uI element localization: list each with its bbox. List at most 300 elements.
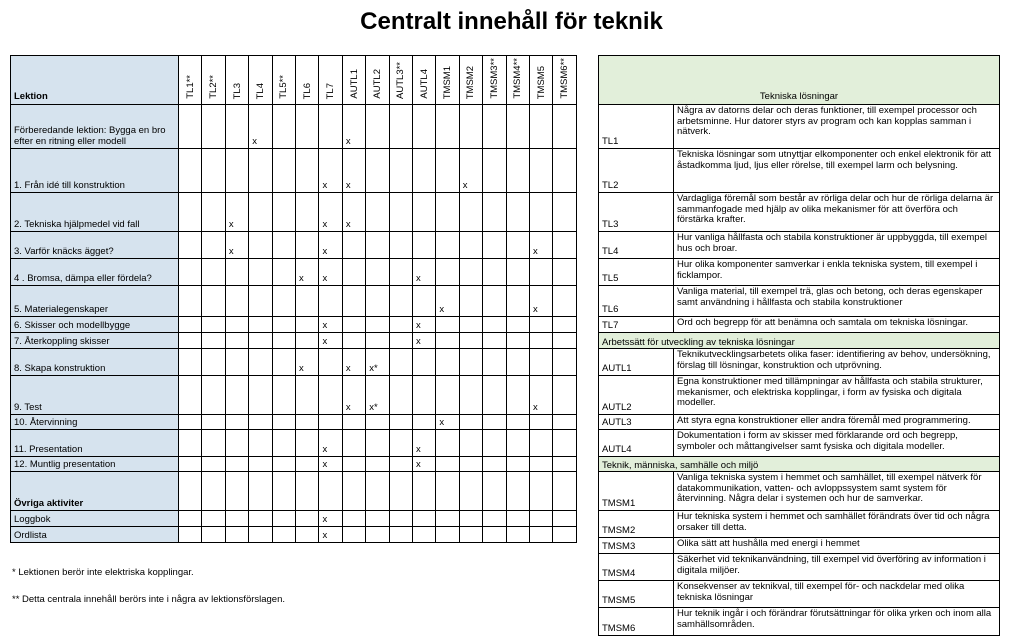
mark-cell: [436, 317, 459, 333]
lesson-label: 1. Från idé till konstruktion: [11, 149, 179, 193]
mark-cell: [342, 527, 365, 543]
legend-description: Några av datorns delar och deras funktioner, till exempel processor och arbetsminne. Hur datorer styrs av program och kan kopplas samman i nätverk.: [674, 105, 1000, 149]
mark-cell: x: [225, 193, 248, 232]
mark-cell: [483, 259, 506, 286]
legend-description: Ord och begrepp för att benämna och samtala om tekniska lösningar.: [674, 317, 1000, 333]
mark-cell: [389, 511, 412, 527]
mark-cell: [366, 472, 389, 511]
lesson-label: 8. Skapa konstruktion: [11, 349, 179, 376]
mark-cell: [436, 376, 459, 415]
mark-cell: [366, 415, 389, 430]
mark-cell: x: [436, 286, 459, 317]
mark-cell: [553, 286, 577, 317]
mark-cell: x: [319, 232, 342, 259]
mark-cell: [553, 149, 577, 193]
lesson-row: [11, 527, 577, 543]
mark-cell: [319, 376, 342, 415]
mark-cell: [249, 349, 272, 376]
mark-cell: [436, 193, 459, 232]
mark-cell: x: [342, 376, 365, 415]
mark-cell: [296, 472, 319, 511]
mark-cell: [366, 317, 389, 333]
mark-cell: [249, 317, 272, 333]
mark-cell: [202, 349, 225, 376]
lesson-row: [11, 232, 577, 259]
lesson-label: Övriga aktiviter: [11, 472, 179, 511]
mark-cell: [342, 333, 365, 349]
legend-description: Hur tekniska system i hemmet och samhället förändrats över tid och några orsaker till detta.: [674, 511, 1000, 538]
legend-description: Konsekvenser av teknikval, till exempel för- och nackdelar med olika tekniska lösningar: [674, 581, 1000, 608]
mark-cell: [483, 286, 506, 317]
mark-cell: [296, 333, 319, 349]
legend-code: TL3: [599, 193, 674, 232]
content-code-label: TL6: [301, 82, 313, 99]
mark-cell: [366, 527, 389, 543]
mark-cell: x: [225, 232, 248, 259]
mark-cell: x: [319, 333, 342, 349]
mark-cell: [436, 511, 459, 527]
mark-cell: [389, 430, 412, 457]
mark-cell: [249, 457, 272, 472]
mark-cell: [342, 511, 365, 527]
mark-cell: x: [342, 349, 365, 376]
content-code-label: TL7: [325, 82, 337, 99]
mark-cell: [296, 193, 319, 232]
lesson-label: 10. Återvinning: [11, 415, 179, 430]
mark-cell: [366, 457, 389, 472]
mark-cell: [483, 430, 506, 457]
mark-cell: [272, 511, 295, 527]
lesson-label: Loggbok: [11, 511, 179, 527]
mark-cell: [553, 376, 577, 415]
mark-cell: [272, 193, 295, 232]
mark-cell: [202, 415, 225, 430]
mark-cell: [366, 193, 389, 232]
content-column-header: [296, 56, 319, 105]
content-code-label: TMSM5: [535, 65, 547, 99]
mark-cell: x: [319, 149, 342, 193]
mark-cell: [296, 527, 319, 543]
content-column-header: [413, 56, 436, 105]
mark-cell: [296, 376, 319, 415]
mark-cell: [483, 105, 506, 149]
legend-section-header: [599, 56, 1000, 105]
legend-row: [599, 608, 1000, 636]
mark-cell: [553, 232, 577, 259]
mark-cell: [202, 333, 225, 349]
mark-cell: [296, 317, 319, 333]
lesson-label: 9. Test: [11, 376, 179, 415]
mark-cell: [225, 286, 248, 317]
mark-cell: [272, 415, 295, 430]
legend-description: Vanliga tekniska system i hemmet och samhället, till exempel nätverk för datakommunikation, vatten- och avloppssystem samt system för återvinning. Några delar i systemen och hur de samverkar.: [674, 472, 1000, 511]
lesson-label: 2. Tekniska hjälpmedel vid fall: [11, 193, 179, 232]
content-column-header: [249, 56, 272, 105]
mark-cell: [459, 232, 482, 259]
mark-cell: [225, 430, 248, 457]
mark-cell: [483, 333, 506, 349]
mark-cell: x: [342, 105, 365, 149]
mark-cell: [272, 349, 295, 376]
mark-cell: [506, 232, 529, 259]
lesson-row: [11, 349, 577, 376]
mark-cell: x: [413, 317, 436, 333]
mark-cell: [296, 457, 319, 472]
mark-cell: [436, 259, 459, 286]
lesson-label: 4 . Bromsa, dämpa eller fördela?: [11, 259, 179, 286]
lesson-row: [11, 105, 577, 149]
mark-cell: x: [529, 286, 552, 317]
mark-cell: [225, 457, 248, 472]
mark-cell: [483, 511, 506, 527]
legend-description: Hur vanliga hållfasta och stabila konstruktioner är uppbyggda, till exempel hus och broar.: [674, 232, 1000, 259]
legend-code: AUTL3: [599, 415, 674, 430]
legend-row: [599, 430, 1000, 457]
mark-cell: [553, 472, 577, 511]
mark-cell: [249, 415, 272, 430]
mark-cell: [459, 286, 482, 317]
mark-cell: [366, 430, 389, 457]
content-column-header: [366, 56, 389, 105]
mark-cell: [506, 527, 529, 543]
content-code-label: AUTL4: [418, 69, 430, 99]
content-column-header: [202, 56, 225, 105]
legend-section-title: Arbetssätt för utveckling av tekniska lösningar: [599, 333, 1000, 349]
mark-cell: [389, 376, 412, 415]
mark-cell: [179, 430, 202, 457]
legend-description: Dokumentation i form av skisser med förklarande ord och begrepp, symboler och måttangivelser samt fysiska och digitala modeller.: [674, 430, 1000, 457]
mark-cell: [436, 105, 459, 149]
mark-cell: [202, 527, 225, 543]
mark-cell: [272, 430, 295, 457]
mark-cell: [179, 286, 202, 317]
mark-cell: [179, 232, 202, 259]
mark-cell: [389, 415, 412, 430]
mark-cell: [249, 376, 272, 415]
mark-cell: [413, 527, 436, 543]
mark-cell: [553, 430, 577, 457]
legend-description: Olika sätt att hushålla med energi i hemmet: [674, 538, 1000, 554]
mark-cell: [342, 430, 365, 457]
mark-cell: [272, 259, 295, 286]
mark-cell: [249, 259, 272, 286]
mark-cell: [413, 105, 436, 149]
mark-cell: x*: [366, 376, 389, 415]
content-code-label: TL2**: [208, 75, 220, 99]
mark-cell: [296, 511, 319, 527]
mark-cell: [202, 457, 225, 472]
mark-cell: [553, 349, 577, 376]
lesson-label: 6. Skisser och modellbygge: [11, 317, 179, 333]
content-column-header: [529, 56, 552, 105]
mark-cell: [436, 333, 459, 349]
content-column-header: [319, 56, 342, 105]
legend-row: [599, 286, 1000, 317]
mark-cell: [413, 511, 436, 527]
legend-code: TMSM1: [599, 472, 674, 511]
mark-cell: [249, 193, 272, 232]
legend-description: Vanliga material, till exempel trä, glas och betong, och deras egenskaper samt användning i hållfasta och stabila konstruktioner: [674, 286, 1000, 317]
legend-row: [599, 472, 1000, 511]
mark-cell: [342, 317, 365, 333]
mark-cell: [342, 457, 365, 472]
mark-cell: [179, 527, 202, 543]
content-column-header: [225, 56, 248, 105]
content-column-header: [342, 56, 365, 105]
legend-row: [599, 581, 1000, 608]
mark-cell: [342, 415, 365, 430]
mark-cell: x: [319, 193, 342, 232]
lesson-row: [11, 415, 577, 430]
mark-cell: [459, 472, 482, 511]
mark-cell: [483, 457, 506, 472]
legend-description: Vardagliga föremål som består av rörliga delar och hur de rörliga delarna är sammanfogade med hjälp av olika mekanismer för att överföra och förstärka krafter.: [674, 193, 1000, 232]
content-column-header: [506, 56, 529, 105]
mark-cell: [202, 286, 225, 317]
legend-code: TMSM4: [599, 554, 674, 581]
mark-cell: [319, 286, 342, 317]
legend-description: Att styra egna konstruktioner eller andra föremål med programmering.: [674, 415, 1000, 430]
mark-cell: [483, 349, 506, 376]
mark-cell: [249, 430, 272, 457]
mark-cell: [506, 333, 529, 349]
mark-cell: [459, 415, 482, 430]
legend-section-title: Teknik, människa, samhälle och miljö: [599, 457, 1000, 472]
mark-cell: x: [459, 149, 482, 193]
mark-cell: [366, 286, 389, 317]
mark-cell: [483, 149, 506, 193]
mark-cell: [389, 232, 412, 259]
mark-cell: [319, 415, 342, 430]
lesson-row: [11, 472, 577, 511]
mark-cell: [506, 149, 529, 193]
mark-cell: [436, 472, 459, 511]
legend-code: AUTL4: [599, 430, 674, 457]
content-code-label: AUTL1: [348, 69, 360, 99]
legend-description: Tekniska lösningar som utnyttjar elkomponenter och enkel elektronik för att åstadkomma ljud, ljus eller rörelse, till exempel larm och belysning.: [674, 149, 1000, 193]
content-column-header: [272, 56, 295, 105]
mark-cell: [506, 472, 529, 511]
mark-cell: [272, 472, 295, 511]
legend-row: [599, 317, 1000, 333]
legend-code: TL4: [599, 232, 674, 259]
mark-cell: [296, 149, 319, 193]
mark-cell: [459, 511, 482, 527]
mark-cell: [413, 415, 436, 430]
mark-cell: [319, 105, 342, 149]
mark-cell: [413, 232, 436, 259]
legend-row: [599, 349, 1000, 376]
legend-section-header: [599, 457, 1000, 472]
mark-cell: [179, 415, 202, 430]
mark-cell: [179, 376, 202, 415]
mark-cell: x: [342, 193, 365, 232]
content-code-label: TL1**: [184, 75, 196, 99]
mark-cell: [506, 511, 529, 527]
mark-cell: [179, 149, 202, 193]
mark-cell: [529, 527, 552, 543]
mark-cell: [506, 349, 529, 376]
mark-cell: [553, 317, 577, 333]
legend-description: Säkerhet vid teknikanvändning, till exempel vid överföring av information i digitala miljöer.: [674, 554, 1000, 581]
mark-cell: [179, 472, 202, 511]
footnote-content: ** Detta centrala innehåll berörs inte i några av lektionsförslagen.: [12, 594, 286, 605]
mark-cell: [202, 317, 225, 333]
mark-cell: [202, 149, 225, 193]
mark-cell: [342, 472, 365, 511]
mark-cell: [272, 333, 295, 349]
content-code-label: AUTL3**: [395, 62, 407, 99]
mark-cell: [179, 511, 202, 527]
mark-cell: [459, 333, 482, 349]
content-code-label: TMSM6**: [559, 58, 571, 99]
mark-cell: [553, 333, 577, 349]
legend-section-header: [599, 333, 1000, 349]
mark-cell: [342, 232, 365, 259]
mark-cell: [389, 527, 412, 543]
legend-row: [599, 105, 1000, 149]
mark-cell: [202, 105, 225, 149]
mark-cell: [506, 415, 529, 430]
mark-cell: [529, 193, 552, 232]
mark-cell: [202, 232, 225, 259]
mark-cell: x: [319, 317, 342, 333]
mark-cell: [529, 317, 552, 333]
mark-cell: [179, 259, 202, 286]
mark-cell: [553, 415, 577, 430]
legend-description: Egna konstruktioner med tillämpningar av hållfasta och stabila strukturer, mekanismer, och elektriska kopplingar, i form av fysiska och digitala modeller.: [674, 376, 1000, 415]
lesson-row: [11, 259, 577, 286]
legend-row: [599, 376, 1000, 415]
legend-row: [599, 538, 1000, 554]
mark-cell: [389, 349, 412, 376]
mark-cell: [529, 430, 552, 457]
footnote-electrical: * Lektionen berör inte elektriska kopplingar.: [12, 567, 194, 578]
mark-cell: [225, 149, 248, 193]
mark-cell: [459, 105, 482, 149]
mark-cell: [389, 193, 412, 232]
mark-cell: [296, 430, 319, 457]
lesson-label: Ordlista: [11, 527, 179, 543]
mark-cell: [342, 286, 365, 317]
mark-cell: [553, 527, 577, 543]
mark-cell: [202, 472, 225, 511]
mark-cell: [553, 105, 577, 149]
mark-cell: [436, 349, 459, 376]
mark-cell: [483, 415, 506, 430]
mark-cell: [202, 193, 225, 232]
lesson-label: 5. Materialegenskaper: [11, 286, 179, 317]
mark-cell: [389, 457, 412, 472]
legend-row: [599, 193, 1000, 232]
mark-cell: [389, 286, 412, 317]
mark-cell: x: [342, 149, 365, 193]
mark-cell: [459, 527, 482, 543]
mark-cell: [225, 415, 248, 430]
mark-cell: [249, 511, 272, 527]
mark-cell: [459, 349, 482, 376]
content-code-label: TMSM1: [442, 65, 454, 99]
mark-cell: [506, 317, 529, 333]
mark-cell: [459, 193, 482, 232]
legend-row: [599, 511, 1000, 538]
mark-cell: [179, 333, 202, 349]
mark-cell: [506, 430, 529, 457]
mark-cell: x: [436, 415, 459, 430]
content-code-label: TMSM2: [465, 65, 477, 99]
mark-cell: [436, 527, 459, 543]
lesson-row: [11, 193, 577, 232]
mark-cell: [529, 259, 552, 286]
mark-cell: [366, 333, 389, 349]
mark-cell: [413, 193, 436, 232]
mark-cell: [319, 349, 342, 376]
mark-cell: [225, 527, 248, 543]
mark-cell: [296, 286, 319, 317]
mark-cell: [389, 333, 412, 349]
lesson-label: 7. Återkoppling skisser: [11, 333, 179, 349]
mark-cell: [179, 457, 202, 472]
legend-code: TMSM5: [599, 581, 674, 608]
mark-cell: [249, 232, 272, 259]
mark-cell: [272, 317, 295, 333]
mark-cell: [249, 286, 272, 317]
mark-cell: [483, 232, 506, 259]
mark-cell: [483, 317, 506, 333]
mark-cell: x: [413, 457, 436, 472]
content-column-header: [459, 56, 482, 105]
mark-cell: [459, 259, 482, 286]
mark-cell: [459, 317, 482, 333]
mark-cell: [225, 333, 248, 349]
mark-cell: [225, 349, 248, 376]
legend-description: Hur teknik ingår i och förändrar förutsättningar för olika yrken och inom alla samhällsområden.: [674, 608, 1000, 636]
content-column-header: [179, 56, 202, 105]
legend-section-title: Tekniska lösningar: [599, 56, 1000, 105]
mark-cell: [249, 333, 272, 349]
mark-cell: [413, 349, 436, 376]
legend-code: TMSM6: [599, 608, 674, 636]
mark-cell: [179, 317, 202, 333]
lesson-row: [11, 511, 577, 527]
mark-cell: [272, 457, 295, 472]
mark-cell: [389, 317, 412, 333]
legend-code: TL7: [599, 317, 674, 333]
content-column-header: [389, 56, 412, 105]
legend-code: TL5: [599, 259, 674, 286]
mark-cell: [529, 457, 552, 472]
mark-cell: [249, 472, 272, 511]
mark-cell: [483, 527, 506, 543]
mark-cell: [225, 511, 248, 527]
lesson-row: [11, 430, 577, 457]
content-code-label: TMSM3**: [488, 58, 500, 99]
mark-cell: x: [296, 259, 319, 286]
mark-cell: [529, 511, 552, 527]
mark-cell: [459, 430, 482, 457]
lesson-label: Förberedande lektion: Bygga en bro efter en ritning eller modell: [11, 105, 179, 149]
mark-cell: [436, 232, 459, 259]
mark-cell: [389, 259, 412, 286]
mark-cell: [459, 457, 482, 472]
mark-cell: [483, 193, 506, 232]
legend-code: TMSM3: [599, 538, 674, 554]
mark-cell: x: [319, 511, 342, 527]
mark-cell: [389, 472, 412, 511]
lesson-label: 12. Muntlig presentation: [11, 457, 179, 472]
lesson-column-header: Lektion: [11, 56, 179, 105]
mark-cell: x: [529, 232, 552, 259]
